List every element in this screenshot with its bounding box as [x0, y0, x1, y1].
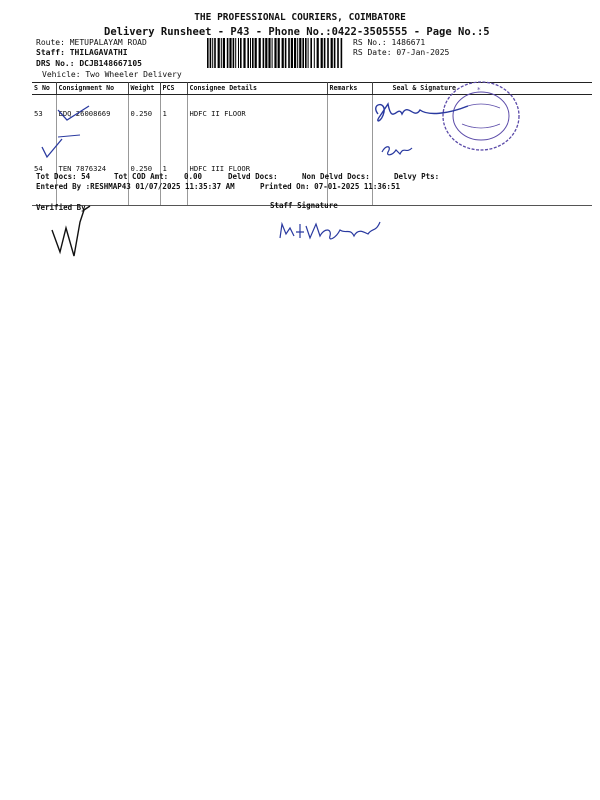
col-consignment: Consignment No — [56, 83, 128, 95]
check-mark-icon — [55, 104, 95, 126]
cell-consignee: HDFC II FLOOR — [187, 95, 327, 151]
staff: Staff: THILAGAVATHI — [36, 48, 128, 57]
cell-remarks — [327, 95, 372, 151]
cell-pcs: 1 — [160, 150, 187, 206]
verifier-signature-icon — [40, 204, 100, 260]
cell-consignment: TEN 7876324 — [56, 150, 128, 206]
cell-consignee: HDFC III FLOOR — [187, 150, 327, 206]
tot-cod-label: Tot COD Amt: — [114, 172, 169, 181]
runsheet-subtitle: Delivery Runsheet - P43 - Phone No.:0422-3505555 - Page No.:5 — [104, 26, 490, 38]
non-delvd-docs: Non Delvd Docs: — [302, 172, 370, 181]
staff-signature-icon — [276, 214, 396, 248]
delvd-docs: Delvd Docs: — [228, 172, 278, 181]
signature-icon — [378, 138, 418, 160]
drs-number: DRS No.: DCJB148667105 — [36, 59, 142, 68]
entered-by: Entered By :RESHMAP43 01/07/2025 11:35:37 AM — [36, 182, 235, 191]
delvy-pts: Delvy Pts: — [394, 172, 440, 181]
verified-by-label: Verified By — [36, 203, 86, 212]
rs-number: RS No.: 1486671 — [353, 38, 426, 47]
cell-pcs: 1 — [160, 95, 187, 151]
route: Route: METUPALAYAM ROAD — [36, 38, 147, 47]
vehicle: Vehicle: Two Wheeler Delivery — [42, 70, 182, 79]
cell-sno: 53 — [32, 95, 56, 151]
cell-sno: 54 — [32, 150, 56, 206]
rs-date: RS Date: 07-Jan-2025 — [353, 48, 450, 57]
svg-text:*: * — [477, 86, 481, 94]
col-seal-signature: Seal & Signature — [372, 83, 592, 95]
col-sno: S No — [32, 83, 56, 95]
tot-docs: Tot Docs: 54 — [36, 172, 91, 181]
strike-mark-icon — [56, 132, 86, 140]
col-weight: Weight — [128, 83, 160, 95]
barcode — [205, 38, 345, 68]
staff-signature-label: Staff Signature — [270, 201, 338, 210]
tot-cod-value: 0.00 — [184, 172, 203, 181]
cell-consignment: EDQ 26008669 — [56, 95, 128, 151]
check-mark-icon — [38, 137, 68, 163]
signature-icon — [368, 96, 478, 134]
col-remarks: Remarks — [327, 83, 372, 95]
printed-on: Printed On: 07-01-2025 11:36:51 — [260, 182, 400, 191]
col-consignee: Consignee Details — [187, 83, 327, 95]
col-pcs: PCS — [160, 83, 187, 95]
cell-weight: 0.250 — [128, 95, 160, 151]
company-title: THE PROFESSIONAL COURIERS, COIMBATORE — [194, 12, 406, 23]
cell-weight: 0.250 — [128, 150, 160, 206]
